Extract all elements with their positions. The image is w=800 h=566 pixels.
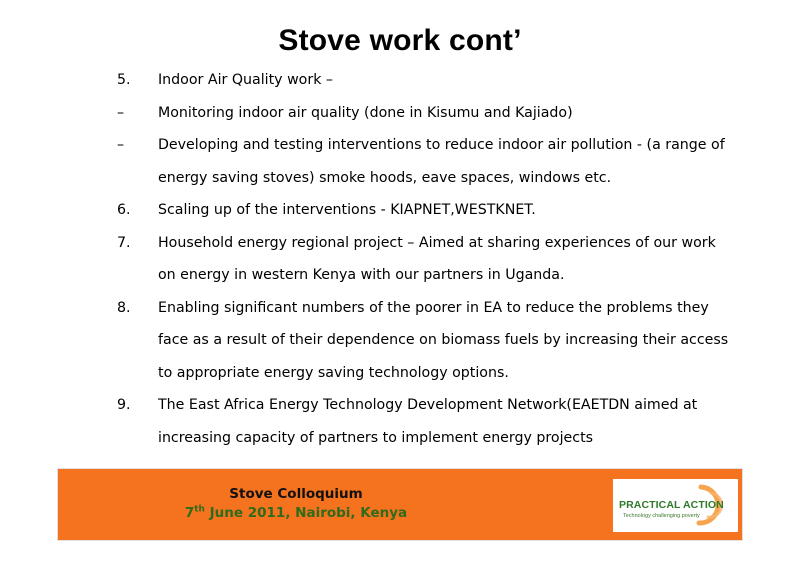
event-name: Stove Colloquium [229,486,363,502]
event-date [154,504,438,523]
item-line: The East Africa Energy Technology Development Network(EAETDN aimed at [158,397,698,413]
item-line: Indoor Air Quality work – [158,72,334,88]
item-line: Developing and testing interventions to reduce indoor air pollution - (a range of [158,137,725,153]
item-list [117,64,757,454]
item-marker: 7. [117,234,131,251]
item-marker: 9. [117,397,131,413]
footer-caption [154,485,438,523]
item-line: Enabling significant numbers of the poorer in EA to reduce the problems they [158,299,709,316]
item-line: increasing capacity of partners to implement energy projects [158,429,594,446]
list-item [117,97,757,130]
item-marker: – [117,104,125,121]
item-line: to appropriate energy saving technology options. [158,364,509,381]
logo-tagline: Technology challenging poverty [623,513,700,519]
footer-band [57,468,743,541]
logo-name: PRACTICAL ACTION [619,499,724,511]
list-item [117,227,757,292]
item-line: face as a result of their dependence on biomass fuels by increasing their access [158,332,729,348]
slide-title: Stove work cont’ [278,24,522,57]
practical-action-logo [613,479,738,532]
date-day: 7 [184,505,195,521]
item-marker: – [117,137,125,153]
list-item [117,292,757,390]
list-item [117,129,757,194]
list-item [117,389,757,454]
date-suffix: th [194,504,205,515]
item-marker: 6. [117,202,131,218]
list-item [117,64,757,97]
item-line: Household energy regional project – Aimed at sharing experiences of our work [158,234,716,251]
item-line: Scaling up of the interventions - KIAPNET,WESTKNET. [158,202,536,218]
item-line: energy saving stoves) smoke hoods, eave spaces, windows etc. [158,169,612,186]
list-item [117,194,757,227]
date-rest: June 2011, Nairobi, Kenya [204,505,408,521]
item-marker: 5. [117,72,131,88]
item-line: Monitoring indoor air quality (done in Kisumu and Kajiado) [158,104,573,121]
item-line: on energy in western Kenya with our partners in Uganda. [158,267,565,283]
item-marker: 8. [117,299,131,316]
